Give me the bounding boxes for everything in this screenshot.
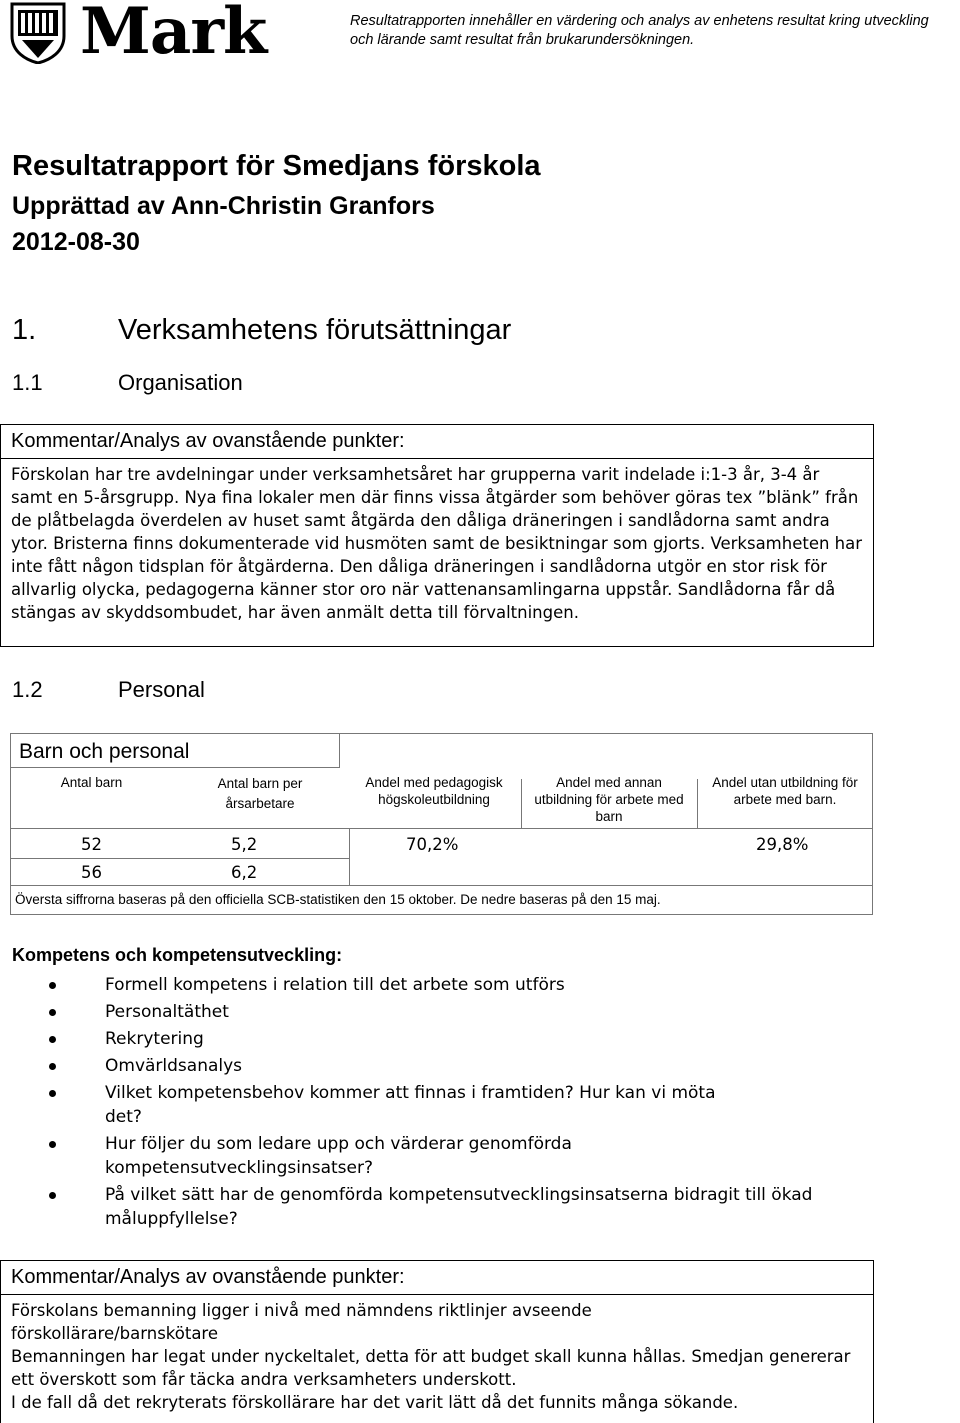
section-number: 1.1: [12, 370, 43, 395]
table-cell: 29,8%: [756, 835, 809, 854]
section-title: Personal: [118, 677, 205, 702]
comment-paragraph: Förskolans bemanning ligger i nivå med nämndens riktlinjer avseende förskollärare/barnskötare: [11, 1301, 592, 1343]
section-title: Verksamhetens förutsättningar: [118, 314, 512, 346]
column-header: Andel utan utbildning för arbete med barn.: [712, 775, 858, 807]
table-cell: 52: [81, 835, 102, 854]
table-footnote: Översta siffrorna baseras på den officiella SCB-statistiken den 15 oktober. De nedre baseras på den 15 maj.: [15, 892, 661, 907]
competence-list: [0, 973, 860, 1234]
section-1-2-heading: [12, 677, 205, 703]
table-rule: [349, 828, 350, 885]
report-title: Resultatrapport för Smedjans förskola: [12, 150, 541, 182]
report-author: Upprättad av Ann-Christin Granfors: [12, 192, 435, 220]
column-header: Andel med annan utbildning för arbete med barn: [534, 775, 684, 824]
comment-box-heading: Kommentar/Analys av ovanstående punkter:: [1, 425, 873, 459]
column-header: Antal barn: [60, 775, 123, 790]
table-rule: [697, 779, 698, 828]
list-item: Hur följer du som ledare upp och värderar genomförda kompetensutvecklingsinsatser?: [0, 1132, 860, 1180]
personnel-comment-box: [0, 1260, 874, 1423]
section-1-heading: [12, 314, 511, 347]
table-cell: 5,2: [231, 835, 258, 854]
table-cell: 70,2%: [406, 835, 459, 854]
column-header: Andel med pedagogisk högskoleutbildning: [365, 775, 503, 807]
table-rule: [11, 828, 872, 829]
table-rule: [521, 779, 522, 828]
comment-box-heading: Kommentar/Analys av ovanstående punkter:: [1, 1261, 873, 1295]
competence-heading: Kompetens och kompetensutveckling:: [12, 945, 343, 965]
staff-table: [10, 733, 873, 915]
list-item: Personaltäthet: [0, 1000, 860, 1024]
table-rule: [11, 885, 872, 886]
comment-paragraph: Bemanningen har legat under nyckeltalet, detta för att budget skall kunna hållas. Smedjan genererar ett överskott som får täcka andra verksamheters underskott.: [11, 1347, 851, 1389]
list-item: Rekrytering: [0, 1027, 860, 1051]
header-note: Resultatrapporten innehåller en värdering och analys av enhetens resultat kring utveckling och lärande samt resultat från brukarundersökningen.: [350, 13, 929, 48]
table-cell: 56: [81, 863, 102, 882]
table-title: Barn och personal: [11, 734, 340, 768]
comment-paragraph: I de fall då det rekryterats förskollärare har det varit lätt då det funnits många sökande.: [11, 1393, 739, 1412]
list-item: Omvärldsanalys: [0, 1054, 860, 1078]
section-title: Organisation: [118, 370, 243, 395]
report-date: 2012-08-30: [12, 228, 140, 256]
comment-paragraph: Förskolan har tre avdelningar under verksamhetsåret har grupperna varit indelade i:1-3 år, 3-4 år samt en 5-årsgrupp. Nya fina lokaler men där finns vissa åtgärder som behöver göras tex ”blänk” från de plåtbelagda överdelen av huset samt åtgärda den dåliga dräneringen i sandlådorna samt andra ytor. Bristerna finns dokumenterade vid husmöten samt de besiktningar som gjorts. Verksamheten har inte fått någon tidsplan för åtgärderna. Den dåliga dräneringen i sandlådorna utgör en stor risk för allvarlig olycka, pedagogerna känner stor oro när vattenansamlingarna uppstår. Sandlådorna får då stängas av skyddsombudet, har även anmält detta till förvaltningen.: [11, 465, 863, 622]
list-item: Vilket kompetensbehov kommer att finnas i framtiden? Hur kan vi möta det?: [0, 1081, 860, 1129]
table-rule: [11, 858, 349, 859]
list-item: På vilket sätt har de genomförda kompetensutvecklingsinsatserna bidragit till ökad måluppfyllelse?: [0, 1183, 860, 1231]
table-cell: 6,2: [231, 863, 258, 882]
column-header: Antal barn per årsarbetare: [217, 776, 303, 811]
section-number: 1.: [12, 314, 37, 346]
municipality-shield-logo: [10, 2, 66, 64]
organisation-comment-box: [0, 424, 874, 647]
logo-wordmark: Mark: [80, 0, 267, 69]
list-item: Formell kompetens i relation till det arbete som utförs: [0, 973, 860, 997]
section-number: 1.2: [12, 677, 43, 702]
section-1-1-heading: [12, 370, 243, 396]
